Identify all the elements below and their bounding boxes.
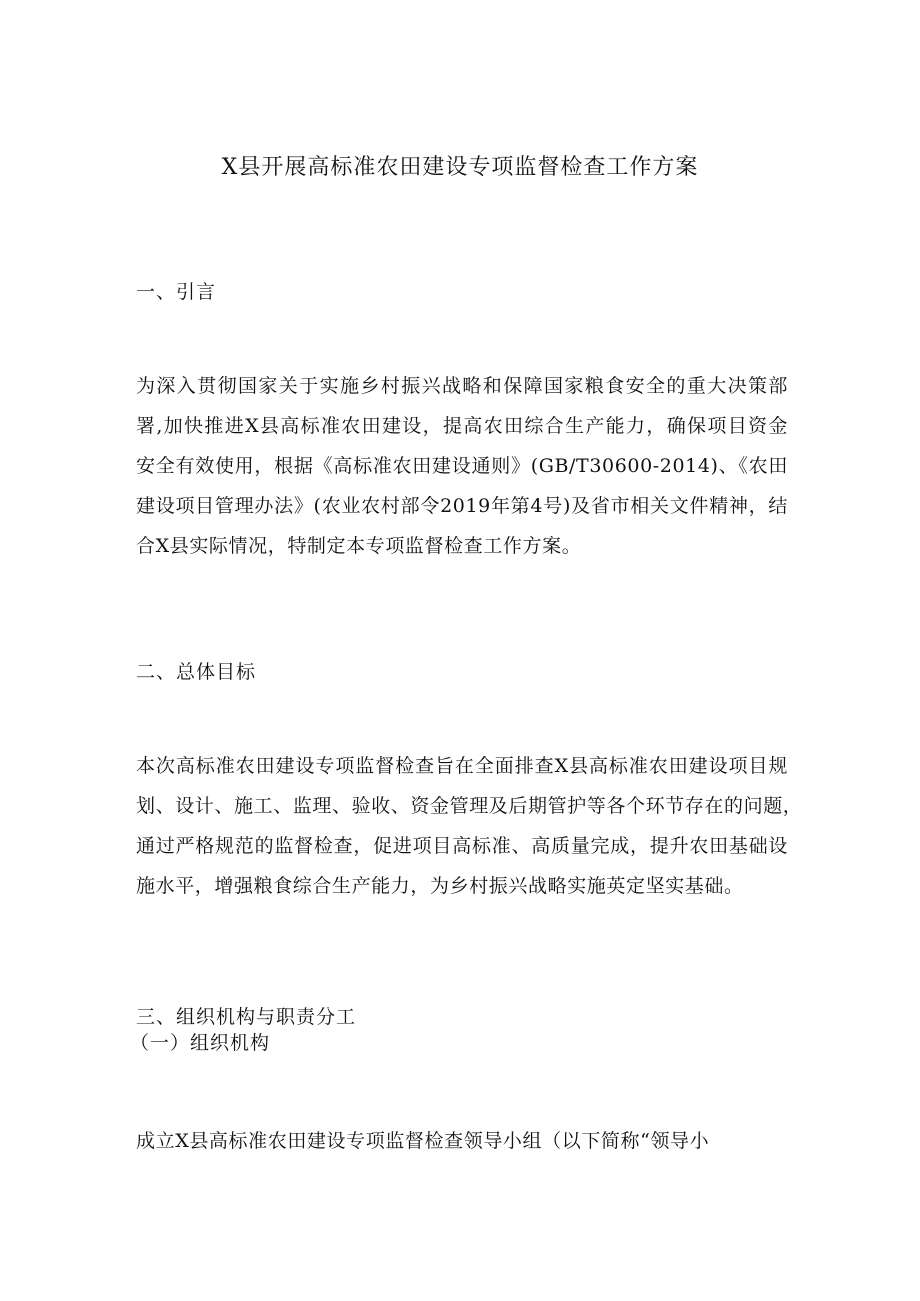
document-title: X县开展高标准农田建设专项监督检查工作方案	[221, 155, 699, 180]
paragraph-line: 成立X县高标准农田建设专项监督检查领导小组（以下简称“领导小	[136, 1130, 710, 1152]
paragraph-line: 安全有效使用，根据《高标准农田建设通则》(GB/T30600-2014)、《农田	[136, 455, 788, 477]
section-heading-organization: 三、组织机构与职责分工	[136, 1006, 357, 1028]
paragraph-line: 建设项目管理办法》(农业农村部令2019年第4号)及省市相关文件精神，结	[136, 495, 788, 517]
section-heading-introduction: 一、引言	[136, 281, 217, 303]
paragraph-line: 通过严格规范的监督检查，促进项目高标准、高质量完成，提升农田基础设	[136, 835, 788, 857]
paragraph-line: 划、设计、施工、监理、验收、资金管理及后期管护等各个环节存在的问题，	[136, 795, 803, 817]
paragraph-overall-goals	[136, 746, 803, 906]
subsection-heading-organization: （一）组织机构	[130, 1032, 271, 1054]
paragraph-line: 为深入贯彻国家关于实施乡村振兴战略和保障国家粮食安全的重大决策部	[136, 375, 788, 397]
paragraph-line: 本次高标准农田建设专项监督检查旨在全面排查X县高标准农田建设项目规	[136, 755, 788, 777]
paragraph-organization	[136, 1121, 788, 1161]
paragraph-line: 署,加快推进X县高标准农田建设，提高农田综合生产能力，确保项目资金	[136, 415, 788, 437]
paragraph-line: 合X县实际情况，特制定本专项监督检查工作方案。	[136, 535, 582, 557]
paragraph-line: 施水平，增强粮食综合生产能力，为乡村振兴战略实施英定坚实基础。	[136, 875, 744, 897]
section-heading-overall-goals: 二、总体目标	[136, 661, 257, 683]
paragraph-introduction	[136, 366, 788, 566]
